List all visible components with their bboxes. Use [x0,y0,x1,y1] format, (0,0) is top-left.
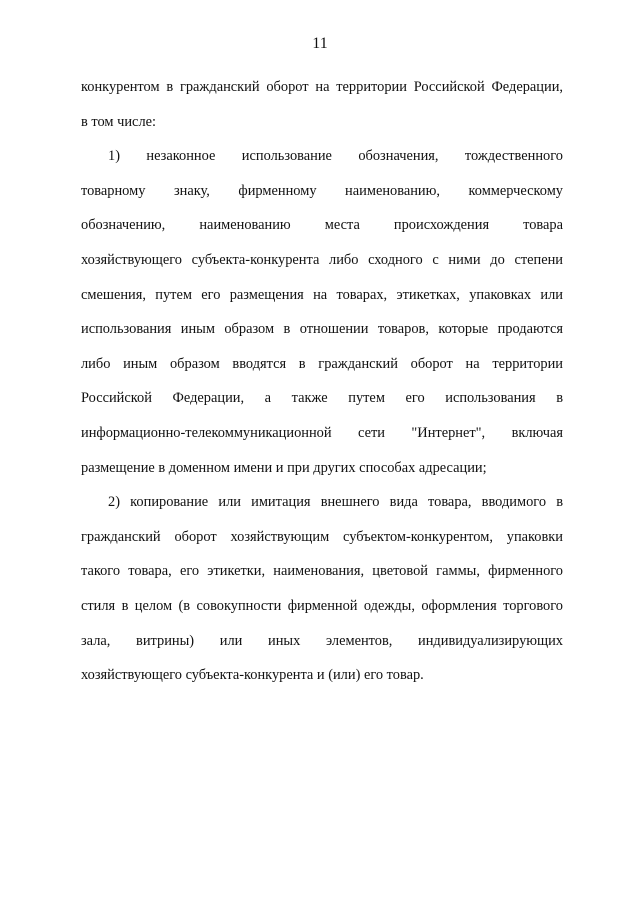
text-line-8: использования иным образом в отношении товаров, которые продаются [81,321,563,338]
text-line-11: информационно-телекоммуникационной сети "Интернет", включая [81,424,563,441]
text-line-6: хозяйствующего субъекта-конкурента либо сходного с ними до степени [81,251,563,268]
text-line-3: 1) незаконное использование обозначения, тождественного [108,148,563,165]
text-line-2: в том числе: [81,113,157,130]
text-line-12: размещение в доменном имени и при других способах адресации; [81,459,487,476]
text-line-7: смешения, путем его размещения на товарах, этикетках, упаковках или [81,286,563,303]
text-line-10: Российской Федерации, а также путем его использования в [81,390,563,407]
document-body [81,70,563,693]
text-line-5: обозначению, наименованию места происхождения товара [81,217,563,234]
text-line-13: 2) копирование или имитация внешнего вида товара, вводимого в [108,494,563,511]
text-line-1: конкурентом в гражданский оборот на территории Российской Федерации, [81,79,563,95]
text-line-14: гражданский оборот хозяйствующим субъектом-конкурентом, упаковки [81,528,563,545]
text-line-18: хозяйствующего субъекта-конкурента и (или) его товар. [81,667,424,684]
text-line-9: либо иным образом вводятся в гражданский оборот на территории [81,355,563,372]
text-line-4: товарному знаку, фирменному наименованию, коммерческому [81,182,563,199]
text-line-16: стиля в целом (в совокупности фирменной одежды, оформления торгового [81,597,563,614]
text-line-15: такого товара, его этикетки, наименования, цветовой гаммы, фирменного [81,563,563,580]
page-number: 11 [312,35,328,52]
text-line-17: зала, витрины) или иных элементов, индивидуализирующих [81,632,563,649]
